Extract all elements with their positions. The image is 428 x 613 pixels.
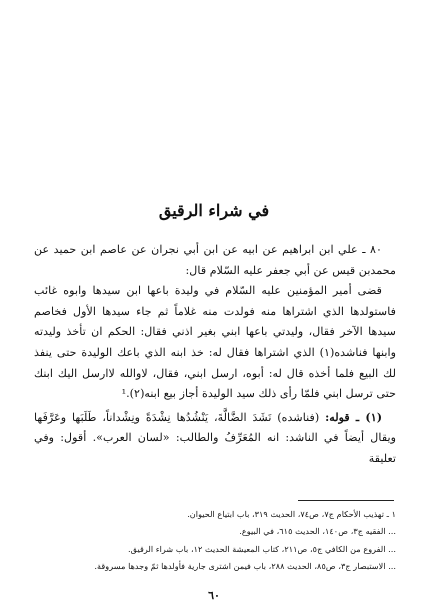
footnote-line: ... الاستبصار ج٣، ص٨٥، الحديث ٢٨٨، باب فيمن اشترى جارية فأولدها ثمّ وجدها مسروقة. bbox=[94, 561, 396, 572]
commentary-text: (فناشده) نَشَدَ الضَّالَّةَ، يَنْشُدُها نِشْدَةً ونِشْداناً، طَلَبَها وعَرَّفَها ويقال أيضاً في الناشد: انه المُعَرِّفُ والطالب: «لسان العرب». أقول: وفي تعليقة bbox=[34, 410, 396, 465]
hadith-text-paragraph: قضى أمير المؤمنين عليه السّلام في وليدة باعها ابن سيدها وابوه غائب فاستولدها الذي اشتراها منه فولدت منه غلاماً ثم جاء سيدها الأول فخاصم سيدها الآخر فقال، وليدتي باعها ابني بغير اذني فقال: الحكم ان تأخذ وليدته وابنها فناشده(١) الذي اشتراها فقال له: خذ ابنه الذي باعك الوليدة حتى ينفذ لك البيع فلما أخذه قال له: أبوه، ارسل ابني، فقال، لاوالله لاارسل اليك ابنك حتى ترسل ابني فلمّا رأى ذلك سيد الوليدة أجاز بيع ابنه(٢).¹ bbox=[34, 284, 397, 401]
hadith-chain-paragraph: ٨٠ ـ علي ابن ابراهيم عن ابيه عن ابن أبي نجران عن عاصم ابن حميد عن محمدبن قيس عن أبي جعفر عليه السّلام قال: bbox=[34, 243, 396, 277]
section-title: في شراء الرقيق bbox=[158, 201, 270, 220]
footnote-line: ١ ـ تهذيب الأحكام ج٧، ص٧٤، الحديث ٣١٩، باب ابتياع الحيوان. bbox=[187, 509, 396, 519]
main-text bbox=[34, 240, 396, 470]
footnote-divider bbox=[298, 500, 394, 501]
commentary-label: (١) ـ قوله: bbox=[325, 409, 382, 424]
footnote-line: ... الفروع من الكافي ج٥، ص٢١١، كتاب المعيشة الحديث ١٢، باب شراء الرقيق. bbox=[128, 543, 396, 554]
footnote-line: ... الفقيه ج٣، ص١٤٠، الحديث ٦١٥، في البيوع. bbox=[239, 526, 396, 537]
commentary-paragraph bbox=[34, 407, 396, 470]
page-number: ٦٠ bbox=[208, 589, 220, 602]
footnotes bbox=[34, 506, 396, 576]
